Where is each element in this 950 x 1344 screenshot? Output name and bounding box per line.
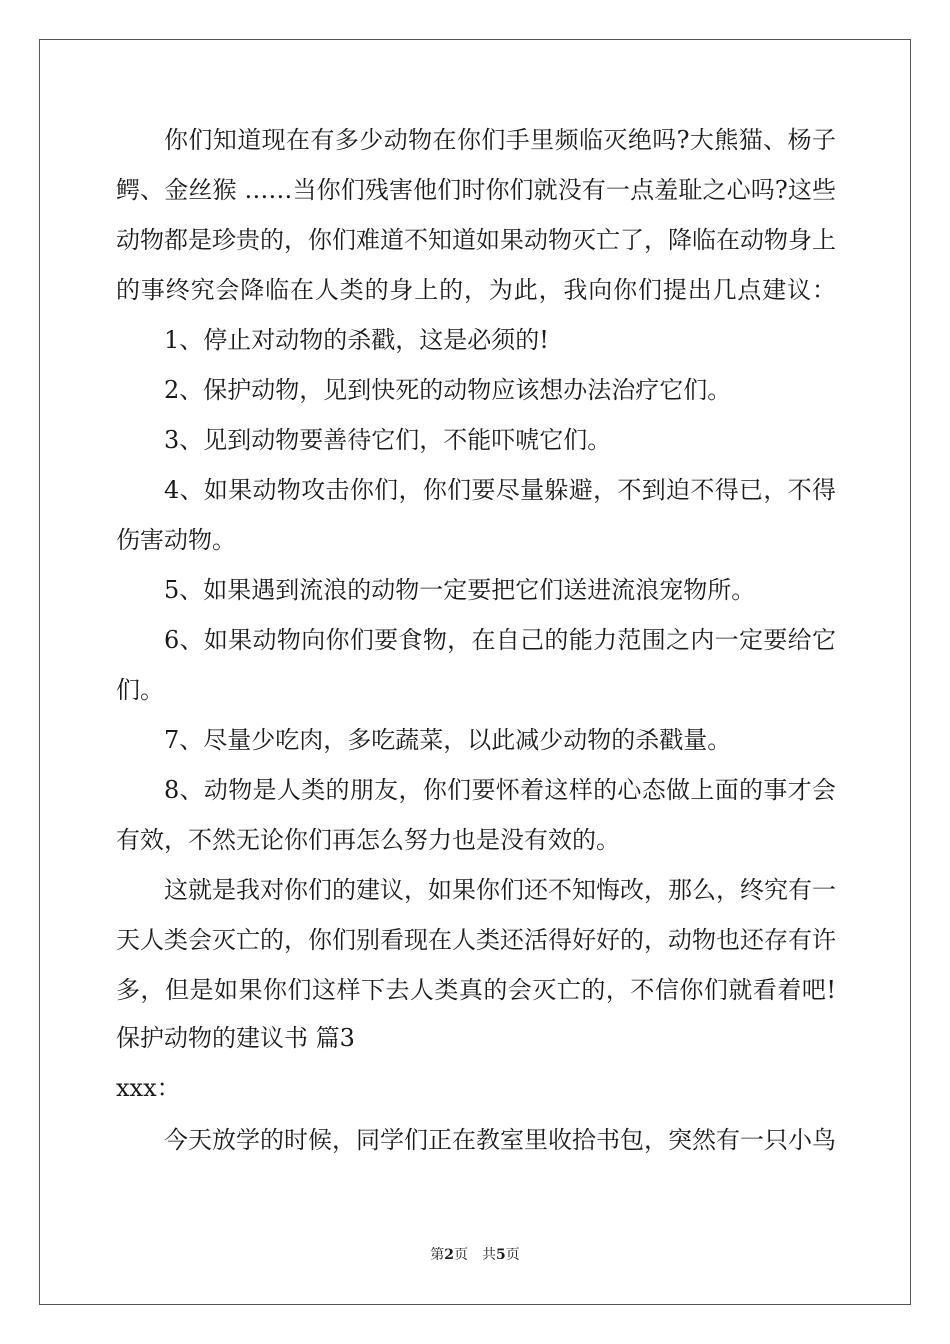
suggestion-item: 7、尽量少吃肉，多吃蔬菜，以此减少动物的杀戳量。 — [164, 726, 732, 754]
footer-prefix: 第 — [430, 1247, 445, 1263]
paragraph-line: 今天放学的时候，同学们正在教室里收拾书包，突然有一只小鸟 — [164, 1126, 836, 1154]
suggestion-item-continuation: 有效，不然无论你们再怎么努力也是没有效的。 — [116, 826, 620, 854]
suggestion-item: 8、动物是人类的朋友，你们要怀着这样的心态做上面的事才会 — [164, 776, 836, 804]
suggestion-item: 6、如果动物向你们要食物，在自己的能力范围之内一定要给它 — [164, 626, 836, 654]
suggestion-item: 5、如果遇到流浪的动物一定要把它们送进流浪宠物所。 — [164, 576, 756, 604]
suggestion-item: 4、如果动物攻击你们，你们要尽量躲避，不到迫不得已，不得 — [164, 476, 836, 504]
paragraph-line: 多，但是如果你们这样下去人类真的会灭亡的，不信你们就看着吧! — [116, 976, 836, 1004]
paragraph-line: 这就是我对你们的建议，如果你们还不知悔改，那么，终究有一 — [164, 876, 836, 904]
footer-suffix: 页 — [505, 1247, 520, 1263]
paragraph-line: 的事终究会降临在人类的身上的，为此，我向你们提出几点建议： — [116, 276, 836, 304]
section-heading: 保护动物的建议书 篇3 — [116, 1024, 355, 1052]
salutation: xxx： — [116, 1074, 181, 1102]
paragraph-line: 鳄、金丝猴 ……当你们残害他们时你们就没有一点羞耻之心吗?这些 — [116, 176, 836, 204]
suggestion-item-continuation: 们。 — [116, 676, 164, 704]
suggestion-item-continuation: 伤害动物。 — [116, 526, 236, 554]
suggestion-item: 2、保护动物，见到快死的动物应该想办法治疗它们。 — [164, 376, 732, 404]
page-number-total: 5 — [496, 1247, 506, 1263]
suggestion-item: 3、见到动物要善待它们，不能吓唬它们。 — [164, 426, 612, 454]
suggestion-item: 1、停止对动物的杀戳，这是必须的! — [164, 326, 549, 354]
paragraph-line: 你们知道现在有多少动物在你们手里频临灭绝吗?大熊猫、杨子 — [164, 126, 836, 154]
page-footer — [0, 1246, 950, 1264]
footer-middle: 页 共 — [454, 1247, 496, 1263]
page-number-current: 2 — [444, 1247, 454, 1263]
paragraph-line: 动物都是珍贵的，你们难道不知道如果动物灭亡了，降临在动物身上 — [116, 226, 836, 254]
paragraph-line: 天人类会灭亡的，你们别看现在人类还活得好好的，动物也还存有许 — [116, 926, 836, 954]
